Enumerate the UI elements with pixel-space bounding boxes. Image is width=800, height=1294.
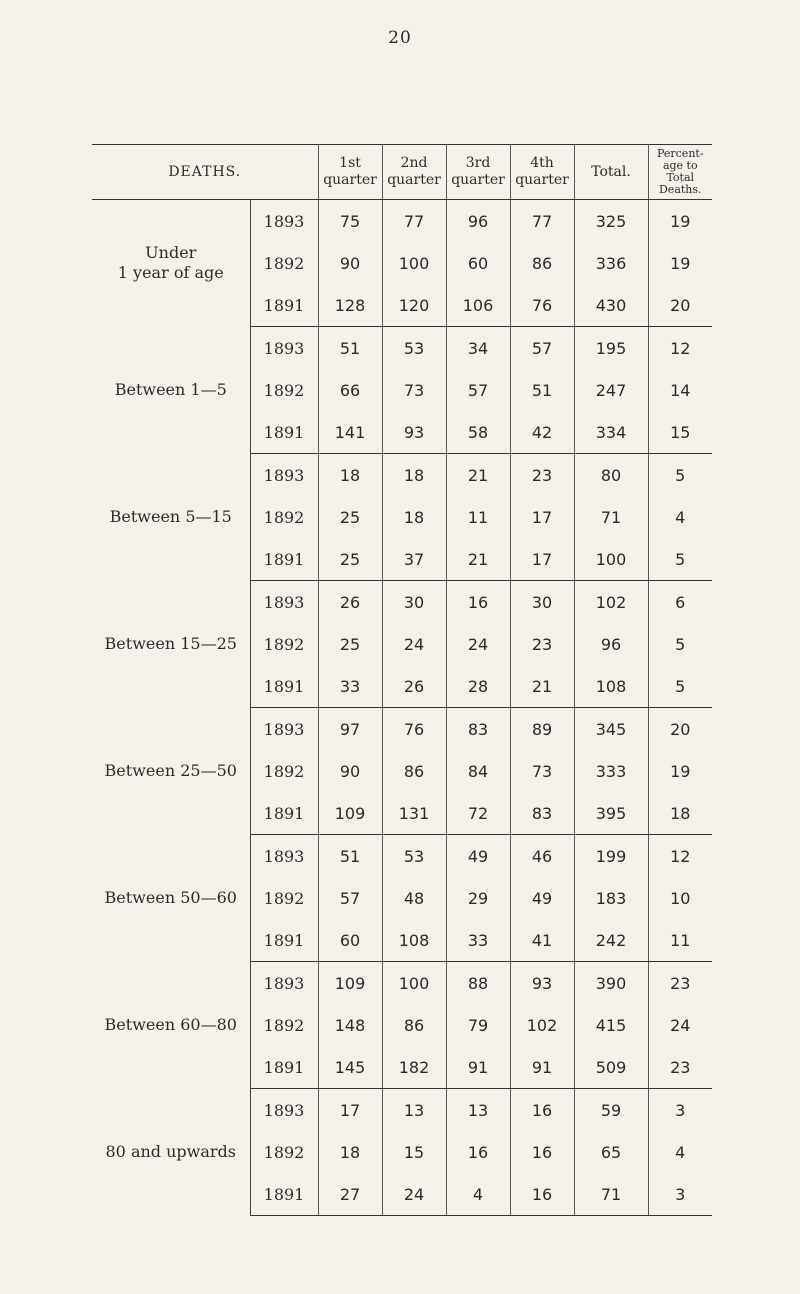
year-cell: 1893 xyxy=(263,211,305,231)
header-q2-line2: quarter xyxy=(387,172,441,188)
header-pct-line4: Deaths. xyxy=(658,183,702,196)
header-q2 xyxy=(382,145,446,200)
header-q3-line1: 3rd xyxy=(465,155,491,171)
q2-cell: 131 xyxy=(382,792,446,835)
q3-cell: 24 xyxy=(446,623,510,665)
total-cell: 195 xyxy=(574,327,648,370)
q1-cell: 90 xyxy=(318,750,382,792)
q3-cell: 49 xyxy=(446,835,510,878)
year-cell: 1891 xyxy=(250,792,318,835)
total-cell: 242 xyxy=(574,919,648,962)
year-cell: 1892 xyxy=(263,888,305,908)
header-pct-line3: Total xyxy=(666,171,695,184)
year-cell: 1893 xyxy=(263,719,305,739)
year-cell: 1893 xyxy=(263,338,305,358)
pct-cell: 3 xyxy=(648,1173,712,1216)
total-cell: 100 xyxy=(574,538,648,581)
total-cell: 333 xyxy=(574,750,648,792)
pct-cell: 5 xyxy=(648,538,712,581)
header-deaths: DEATHS. xyxy=(92,145,318,200)
table-row xyxy=(92,708,712,751)
header-pct-line2: age to xyxy=(662,159,698,172)
q4-cell: 23 xyxy=(510,623,574,665)
q1-cell: 26 xyxy=(318,581,382,624)
q2-cell: 24 xyxy=(382,623,446,665)
q1-cell: 60 xyxy=(318,919,382,962)
q1-cell: 141 xyxy=(318,411,382,454)
q1-cell: 57 xyxy=(318,877,382,919)
total-cell: 390 xyxy=(574,962,648,1005)
q1-cell: 25 xyxy=(318,496,382,538)
q2-cell: 18 xyxy=(382,496,446,538)
header-q1-line2: quarter xyxy=(323,172,377,188)
q2-cell: 26 xyxy=(382,665,446,708)
header-q4 xyxy=(510,145,574,200)
total-cell: 108 xyxy=(574,665,648,708)
q4-cell: 23 xyxy=(510,454,574,497)
q1-cell: 97 xyxy=(318,708,382,751)
q4-cell: 42 xyxy=(510,411,574,454)
year-cell: 1891 xyxy=(250,1046,318,1089)
q3-cell: 91 xyxy=(446,1046,510,1089)
pct-cell: 23 xyxy=(648,1046,712,1089)
q2-cell: 182 xyxy=(382,1046,446,1089)
pct-cell: 19 xyxy=(648,200,712,243)
total-cell: 183 xyxy=(574,877,648,919)
q3-cell: 13 xyxy=(446,1089,510,1132)
year-cell: 1892 xyxy=(263,380,305,400)
q2-cell: 30 xyxy=(382,581,446,624)
q2-cell: 18 xyxy=(382,454,446,497)
q4-cell: 21 xyxy=(510,665,574,708)
q3-cell: 33 xyxy=(446,919,510,962)
age-group-label-line: 80 and upwards xyxy=(105,1142,236,1161)
pct-cell: 6 xyxy=(648,581,712,624)
total-cell: 415 xyxy=(574,1004,648,1046)
age-group-label-line: Between 50—60 xyxy=(104,888,237,907)
q4-cell: 76 xyxy=(510,284,574,327)
age-group-label-line: Between 5—15 xyxy=(109,507,232,526)
pct-cell: 5 xyxy=(648,623,712,665)
header-q3 xyxy=(446,145,510,200)
q3-cell: 72 xyxy=(446,792,510,835)
total-cell: 395 xyxy=(574,792,648,835)
deaths-table xyxy=(92,144,712,1216)
year-cell: 1891 xyxy=(250,665,318,708)
q3-cell: 60 xyxy=(446,242,510,284)
header-q4-line2: quarter xyxy=(515,172,569,188)
q3-cell: 96 xyxy=(446,200,510,243)
q2-cell: 120 xyxy=(382,284,446,327)
q1-cell: 145 xyxy=(318,1046,382,1089)
year-cell: 1893 xyxy=(263,846,305,866)
year-cell: 1891 xyxy=(250,284,318,327)
q1-cell: 128 xyxy=(318,284,382,327)
age-group-label-line: Between 1—5 xyxy=(114,380,227,399)
pct-cell: 19 xyxy=(648,242,712,284)
q4-cell: 17 xyxy=(510,538,574,581)
pct-cell: 11 xyxy=(648,919,712,962)
q4-cell: 16 xyxy=(510,1131,574,1173)
year-cell: 1891 xyxy=(250,411,318,454)
total-cell: 430 xyxy=(574,284,648,327)
q3-cell: 83 xyxy=(446,708,510,751)
q4-cell: 49 xyxy=(510,877,574,919)
pct-cell: 20 xyxy=(648,284,712,327)
q4-cell: 93 xyxy=(510,962,574,1005)
total-cell: 59 xyxy=(574,1089,648,1132)
header-q2-line1: 2nd xyxy=(400,155,428,171)
q2-cell: 53 xyxy=(382,327,446,370)
q4-cell: 41 xyxy=(510,919,574,962)
q2-cell: 37 xyxy=(382,538,446,581)
q1-cell: 75 xyxy=(318,200,382,243)
table-row xyxy=(92,581,712,624)
q2-cell: 48 xyxy=(382,877,446,919)
age-group-label xyxy=(92,835,250,962)
pct-cell: 5 xyxy=(648,665,712,708)
q1-cell: 27 xyxy=(318,1173,382,1216)
q3-cell: 21 xyxy=(446,454,510,497)
q2-cell: 77 xyxy=(382,200,446,243)
pct-cell: 15 xyxy=(648,411,712,454)
q2-cell: 53 xyxy=(382,835,446,878)
q1-cell: 109 xyxy=(318,962,382,1005)
q2-cell: 86 xyxy=(382,1004,446,1046)
q1-cell: 25 xyxy=(318,538,382,581)
age-group-label xyxy=(92,581,250,708)
q1-cell: 66 xyxy=(318,369,382,411)
header-row xyxy=(92,145,712,200)
q4-cell: 17 xyxy=(510,496,574,538)
total-cell: 96 xyxy=(574,623,648,665)
pct-cell: 20 xyxy=(648,708,712,751)
header-total: Total. xyxy=(574,145,648,200)
q4-cell: 86 xyxy=(510,242,574,284)
q4-cell: 73 xyxy=(510,750,574,792)
pct-cell: 18 xyxy=(648,792,712,835)
q1-cell: 17 xyxy=(318,1089,382,1132)
table-row xyxy=(92,454,712,497)
age-group-label xyxy=(92,962,250,1089)
total-cell: 345 xyxy=(574,708,648,751)
q3-cell: 28 xyxy=(446,665,510,708)
q4-cell: 16 xyxy=(510,1089,574,1132)
q1-cell: 51 xyxy=(318,327,382,370)
total-cell: 325 xyxy=(574,200,648,243)
q2-cell: 108 xyxy=(382,919,446,962)
q3-cell: 21 xyxy=(446,538,510,581)
q4-cell: 83 xyxy=(510,792,574,835)
q2-cell: 93 xyxy=(382,411,446,454)
year-cell: 1892 xyxy=(263,634,305,654)
year-cell: 1892 xyxy=(263,761,305,781)
q4-cell: 91 xyxy=(510,1046,574,1089)
q2-cell: 86 xyxy=(382,750,446,792)
pct-cell: 14 xyxy=(648,369,712,411)
q3-cell: 34 xyxy=(446,327,510,370)
q2-cell: 73 xyxy=(382,369,446,411)
header-pct-line1: Percent- xyxy=(656,147,704,160)
age-group-label-line: Between 15—25 xyxy=(104,634,237,653)
header-percentage xyxy=(648,145,712,200)
total-cell: 80 xyxy=(574,454,648,497)
q1-cell: 90 xyxy=(318,242,382,284)
total-cell: 71 xyxy=(574,496,648,538)
table-body xyxy=(92,200,712,1216)
pct-cell: 23 xyxy=(648,962,712,1005)
q4-cell: 46 xyxy=(510,835,574,878)
q3-cell: 79 xyxy=(446,1004,510,1046)
total-cell: 199 xyxy=(574,835,648,878)
year-cell: 1893 xyxy=(263,1100,305,1120)
table-row xyxy=(92,835,712,878)
q4-cell: 89 xyxy=(510,708,574,751)
q2-cell: 15 xyxy=(382,1131,446,1173)
year-cell: 1891 xyxy=(250,538,318,581)
age-group-label xyxy=(92,200,250,327)
q4-cell: 77 xyxy=(510,200,574,243)
year-cell: 1892 xyxy=(263,507,305,527)
q2-cell: 13 xyxy=(382,1089,446,1132)
year-cell: 1892 xyxy=(263,1015,305,1035)
total-cell: 65 xyxy=(574,1131,648,1173)
year-cell: 1893 xyxy=(263,592,305,612)
table-row xyxy=(92,962,712,1005)
q3-cell: 16 xyxy=(446,581,510,624)
header-q1 xyxy=(318,145,382,200)
q3-cell: 57 xyxy=(446,369,510,411)
q3-cell: 106 xyxy=(446,284,510,327)
pct-cell: 19 xyxy=(648,750,712,792)
q3-cell: 4 xyxy=(446,1173,510,1216)
q2-cell: 76 xyxy=(382,708,446,751)
pct-cell: 12 xyxy=(648,835,712,878)
table-row xyxy=(92,327,712,370)
page-number: 20 xyxy=(388,28,412,48)
q1-cell: 148 xyxy=(318,1004,382,1046)
age-group-label xyxy=(92,708,250,835)
q4-cell: 30 xyxy=(510,581,574,624)
pct-cell: 3 xyxy=(648,1089,712,1132)
total-cell: 334 xyxy=(574,411,648,454)
year-cell: 1891 xyxy=(250,1173,318,1216)
q1-cell: 51 xyxy=(318,835,382,878)
age-group-label-line: 1 year of age xyxy=(117,263,224,283)
q2-cell: 100 xyxy=(382,242,446,284)
total-cell: 247 xyxy=(574,369,648,411)
pct-cell: 24 xyxy=(648,1004,712,1046)
total-cell: 509 xyxy=(574,1046,648,1089)
age-group-label-line: Between 60—80 xyxy=(104,1015,237,1034)
age-group-label xyxy=(92,1089,250,1216)
pct-cell: 4 xyxy=(648,496,712,538)
age-group-label xyxy=(92,327,250,454)
pct-cell: 5 xyxy=(648,454,712,497)
q2-cell: 24 xyxy=(382,1173,446,1216)
pct-cell: 4 xyxy=(648,1131,712,1173)
q3-cell: 16 xyxy=(446,1131,510,1173)
header-q3-line2: quarter xyxy=(451,172,505,188)
q1-cell: 18 xyxy=(318,1131,382,1173)
header-q1-line1: 1st xyxy=(339,155,361,171)
total-cell: 71 xyxy=(574,1173,648,1216)
age-group-label xyxy=(92,454,250,581)
table-row xyxy=(92,200,712,243)
q4-cell: 57 xyxy=(510,327,574,370)
age-group-label-line: Between 25—50 xyxy=(104,761,237,780)
q1-cell: 33 xyxy=(318,665,382,708)
q4-cell: 102 xyxy=(510,1004,574,1046)
q1-cell: 109 xyxy=(318,792,382,835)
q4-cell: 51 xyxy=(510,369,574,411)
q3-cell: 58 xyxy=(446,411,510,454)
q4-cell: 16 xyxy=(510,1173,574,1216)
table-row xyxy=(92,1089,712,1132)
year-cell: 1892 xyxy=(263,253,305,273)
year-cell: 1891 xyxy=(250,919,318,962)
pct-cell: 12 xyxy=(648,327,712,370)
q3-cell: 29 xyxy=(446,877,510,919)
q1-cell: 18 xyxy=(318,454,382,497)
q3-cell: 84 xyxy=(446,750,510,792)
header-q4-line1: 4th xyxy=(530,155,554,171)
q1-cell: 25 xyxy=(318,623,382,665)
total-cell: 336 xyxy=(574,242,648,284)
q3-cell: 11 xyxy=(446,496,510,538)
age-group-label-line: Under xyxy=(145,243,197,263)
year-cell: 1892 xyxy=(263,1142,305,1162)
pct-cell: 10 xyxy=(648,877,712,919)
year-cell: 1893 xyxy=(263,973,305,993)
year-cell: 1893 xyxy=(263,465,305,485)
q2-cell: 100 xyxy=(382,962,446,1005)
q3-cell: 88 xyxy=(446,962,510,1005)
total-cell: 102 xyxy=(574,581,648,624)
